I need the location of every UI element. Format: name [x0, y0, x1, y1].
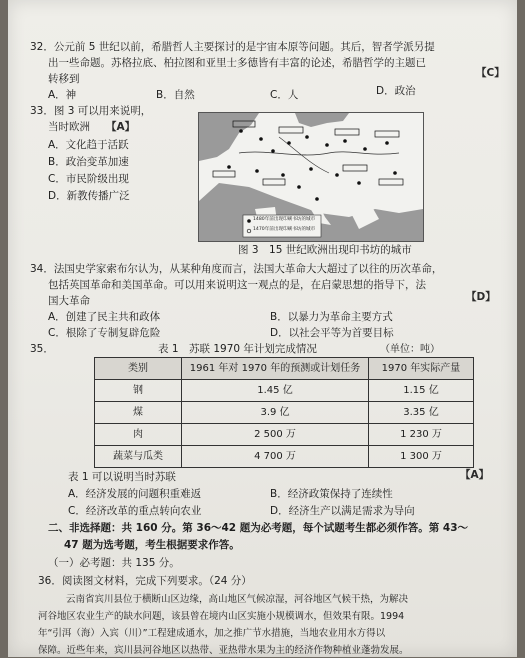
table-cell: 肉: [95, 424, 182, 446]
europe-map-figure: [198, 112, 424, 242]
table-cell: 钢: [95, 380, 182, 402]
table-1-unit: （单位：吨）: [380, 344, 440, 355]
q35-answer: 【A】: [460, 469, 490, 481]
q32-option-a: A．神: [48, 89, 77, 101]
table-cell: 4 700 万: [182, 446, 369, 468]
q33-line2: 当时欧洲: [48, 121, 90, 133]
q35-option-d: D．经济生产以满足需求为导向: [270, 505, 415, 517]
q33-line1: 33．图 3 可以用来说明，: [30, 105, 152, 117]
table-row: [95, 402, 474, 424]
table-row: [95, 424, 474, 446]
table-cell: 蔬菜与瓜类: [95, 446, 182, 468]
q33-answer: 【A】: [106, 121, 136, 133]
q32-option-d: D．政治: [376, 85, 416, 97]
exam-page: [8, 0, 517, 657]
table-cell: 1.15 亿: [369, 380, 474, 402]
table-cell: 1 300 万: [369, 446, 474, 468]
q32-answer: 【C】: [476, 67, 505, 79]
table-cell: 1 230 万: [369, 424, 474, 446]
q35-number: 35．: [30, 343, 54, 355]
q34-option-c: C．根除了专制复辟危险: [48, 327, 161, 339]
table-1: [94, 357, 474, 468]
q34-option-a: A．创建了民主共和政体: [48, 311, 161, 323]
q35-stem: 表 1 可以说明当时苏联: [68, 471, 176, 483]
q32-option-b: B．自然: [156, 89, 195, 101]
table-cell: 煤: [95, 402, 182, 424]
q34-answer: 【D】: [466, 291, 496, 303]
q35-option-b: B．经济政策保持了连续性: [270, 488, 393, 500]
section-2-subheading: （一）必考题：共 135 分。: [48, 557, 180, 569]
table-header-row: [95, 358, 474, 380]
q35-option-a: A．经济发展的问题积重难返: [68, 488, 202, 500]
table-row: [95, 446, 474, 468]
table-header-actual: 1970 年实际产量: [369, 358, 474, 380]
q32-line2: 出一些命题。苏格拉底、柏拉图和亚里士多德皆有丰富的论述，希腊哲学的主题已: [48, 57, 426, 69]
table-cell: 3.35 亿: [369, 402, 474, 424]
q32-line1: 32．公元前 5 世纪以前，希腊哲人主要探讨的是宇宙本原等问题。其后，智者学派另提: [30, 41, 435, 53]
table-cell: 3.9 亿: [182, 402, 369, 424]
q32-line3: 转移到: [48, 73, 80, 85]
q34-line1: 34．法国史学家索布尔认为，从某种角度而言，法国大革命大大超过了以往的历次革命，: [30, 263, 443, 275]
q36-line1: 36．阅读图文材料，完成下列要求。（24 分）: [38, 575, 252, 587]
q34-option-b: B．以暴力为革命主要方式: [270, 311, 393, 323]
table-cell: 1.45 亿: [182, 380, 369, 402]
table-cell: 2 500 万: [182, 424, 369, 446]
q32-option-c: C．人: [270, 89, 299, 101]
table-header-category: 类别: [95, 358, 182, 380]
q35-option-c: C．经济改革的重点转向农业: [68, 505, 202, 517]
q34-line2: 包括英国革命和美国革命。可以用来说明这一观点的是，在启蒙思想的指导下，法: [48, 279, 426, 291]
table-1-title: 表 1 苏联 1970 年计划完成情况: [158, 343, 317, 355]
q33-option-b: B．政治变革加速: [48, 156, 129, 168]
q33-option-d: D．新教传播广泛: [48, 190, 130, 202]
table-row: [95, 380, 474, 402]
q36-para-line2: 河谷地区农业生产的缺水问题，该县曾在境内山区实施小规模调水，但效果有限。1994: [38, 611, 405, 622]
section-2-line2: 47 题为选考题，考生根据要求作答。: [64, 539, 240, 551]
q36-para-line4: 保障。近些年来，宾川县河谷地区以热带、亚热带水果为主的经济作物种植业蓬勃发展。: [38, 645, 409, 656]
map-legend-item-1: 1480年前出现印刷书坊的城市: [253, 217, 316, 222]
section-2-line1: 二、非选择题：共 160 分。第 36～42 题为必考题，每个试题考生都必须作答。第 43～: [48, 522, 469, 534]
q34-line3: 国大革命: [48, 295, 90, 307]
q34-option-d: D．以社会平等为首要目标: [270, 327, 394, 339]
figure-3-caption: 图 3 15 世纪欧洲出现印书坊的城市: [238, 244, 412, 256]
q33-option-a: A．文化趋于活跃: [48, 139, 129, 151]
q36-para-line3: 年“引洱（海）入宾（川）”工程建成通水，加之推广节水措施，当地农业用水方得以: [38, 628, 386, 639]
q33-option-c: C．市民阶级出现: [48, 173, 129, 185]
map-legend: [253, 215, 315, 235]
map-legend-item-2: 1470年前出现印刷书坊的城市: [253, 227, 316, 232]
table-header-plan: 1961 年对 1970 年的预测或计划任务: [182, 358, 369, 380]
q36-para-line1: 云南省宾川县位于横断山区边缘，高山地区气候凉湿，河谷地区气候干热，为解决: [66, 594, 409, 605]
